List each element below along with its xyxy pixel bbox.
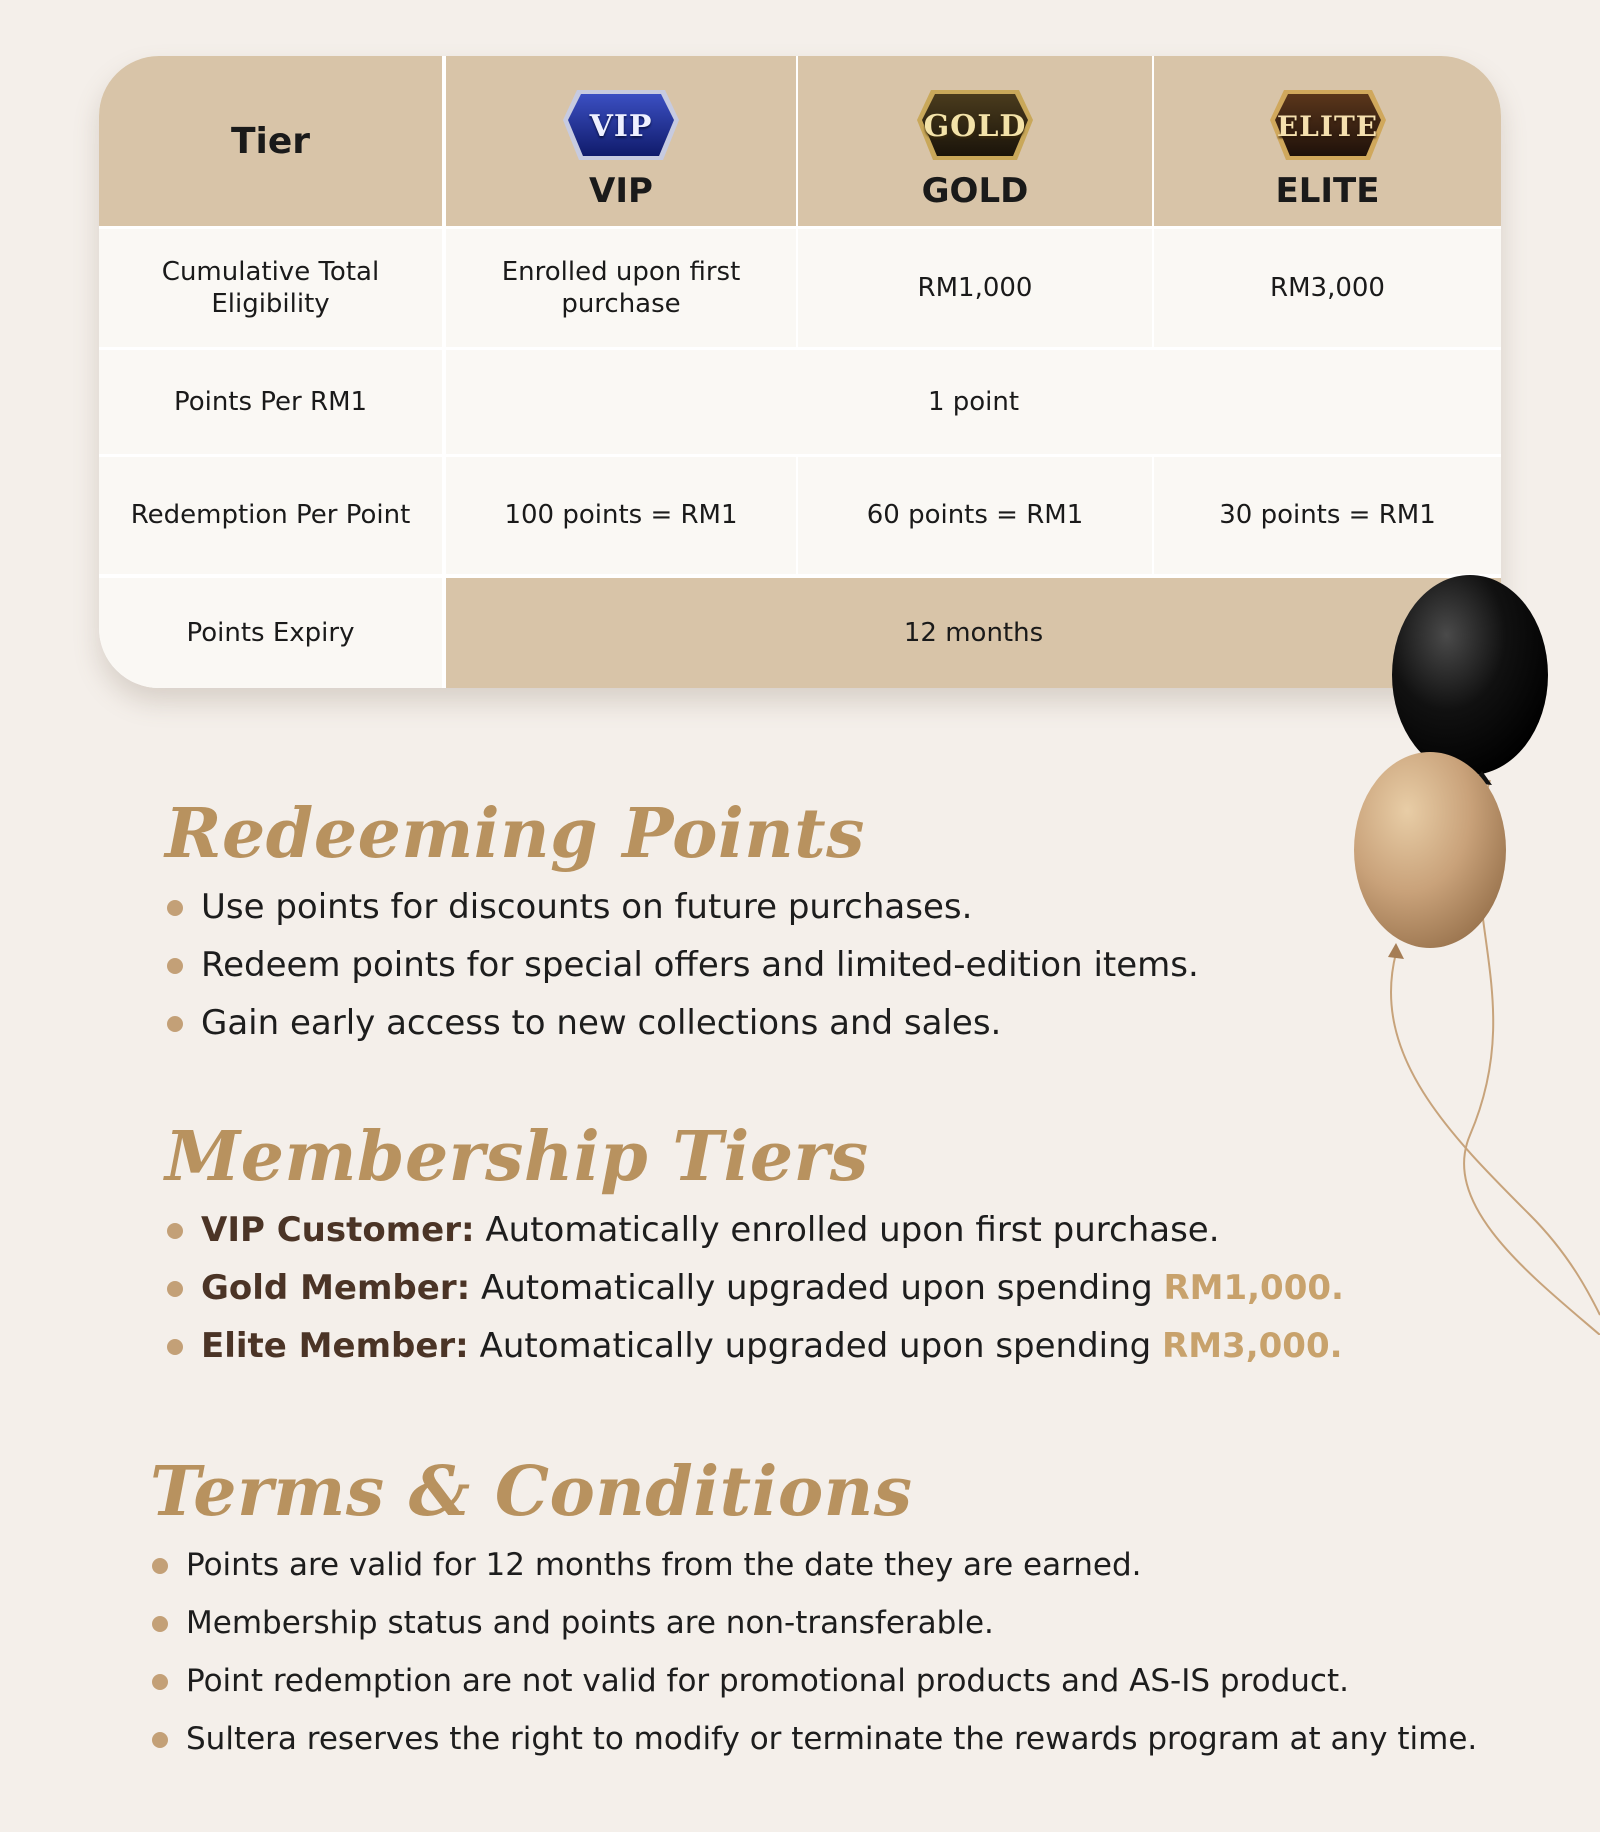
header-elite-cell (1154, 56, 1501, 226)
header-gold-name: GOLD (921, 170, 1029, 211)
eligibility-gold: RM1,000 (798, 229, 1152, 347)
list-item: Sultera reserves the right to modify or terminate the rewards program at any time. (150, 1710, 1477, 1768)
eligibility-vip: Enrolled upon first purchase (446, 229, 796, 347)
header-tier-label: Tier (230, 120, 311, 162)
list-item: Use points for discounts on future purchases. (165, 878, 1199, 936)
terms-conditions-section (150, 1452, 1478, 1768)
membership-tiers-title: Membership Tiers (165, 1117, 869, 1197)
terms-conditions-list (150, 1536, 1477, 1768)
list-item: Points are valid for 12 months from the date they are earned. (150, 1536, 1477, 1594)
list-item: Point redemption are not valid for promotional products and AS-IS product. (150, 1652, 1477, 1710)
list-item: Membership status and points are non-transferable. (150, 1594, 1477, 1652)
membership-tiers-section (165, 1117, 1344, 1375)
redemption-elite: 30 points = RM1 (1154, 457, 1501, 574)
black-balloon-icon (1392, 575, 1548, 775)
balloons-decoration (1330, 575, 1600, 1335)
tier-text: Automatically upgraded upon spending (470, 1268, 1164, 1308)
tier-label: VIP Customer: (201, 1210, 475, 1250)
list-item (165, 1201, 1344, 1259)
tier-text: Automatically upgraded upon spending (468, 1326, 1163, 1366)
redemption-vip: 100 points = RM1 (446, 457, 796, 574)
vip-badge-icon: VIP (559, 82, 683, 166)
header-vip-cell (446, 56, 796, 226)
tier-amount: RM3,000. (1162, 1326, 1343, 1366)
tier-label: Gold Member: (201, 1268, 471, 1308)
tier-amount: RM1,000. (1163, 1268, 1344, 1308)
header-vip-name: VIP (589, 170, 653, 211)
list-item: Gain early access to new collections and sales. (165, 994, 1199, 1052)
redeeming-points-section (165, 794, 1199, 1052)
membership-tiers-list (165, 1201, 1344, 1375)
header-tier-label-cell (99, 56, 442, 226)
list-item (165, 1259, 1344, 1317)
points-per-label: Points Per RM1 (99, 350, 442, 454)
header-gold-cell (798, 56, 1152, 226)
header-elite-name: ELITE (1275, 170, 1380, 211)
redeeming-points-title: Redeeming Points (165, 794, 865, 874)
gold-badge-icon: GOLD (913, 82, 1037, 166)
expiry-label: Points Expiry (99, 578, 442, 688)
redemption-label: Redemption Per Point (99, 457, 442, 574)
list-item: Redeem points for special offers and limited-edition items. (165, 936, 1199, 994)
tier-label: Elite Member: (201, 1326, 469, 1366)
eligibility-label: Cumulative Total Eligibility (99, 229, 442, 347)
points-per-value: 1 point (446, 350, 1501, 454)
redeeming-points-list (165, 878, 1199, 1052)
eligibility-elite: RM3,000 (1154, 229, 1501, 347)
list-item (165, 1317, 1344, 1375)
tier-comparison-table (99, 56, 1501, 688)
terms-conditions-title: Terms & Conditions (150, 1452, 913, 1532)
tan-balloon-icon (1354, 752, 1506, 948)
expiry-value: 12 months (446, 578, 1501, 688)
elite-badge-icon: ELITE (1266, 82, 1390, 166)
tier-text: Automatically enrolled upon first purchase. (474, 1210, 1220, 1250)
redemption-gold: 60 points = RM1 (798, 457, 1152, 574)
